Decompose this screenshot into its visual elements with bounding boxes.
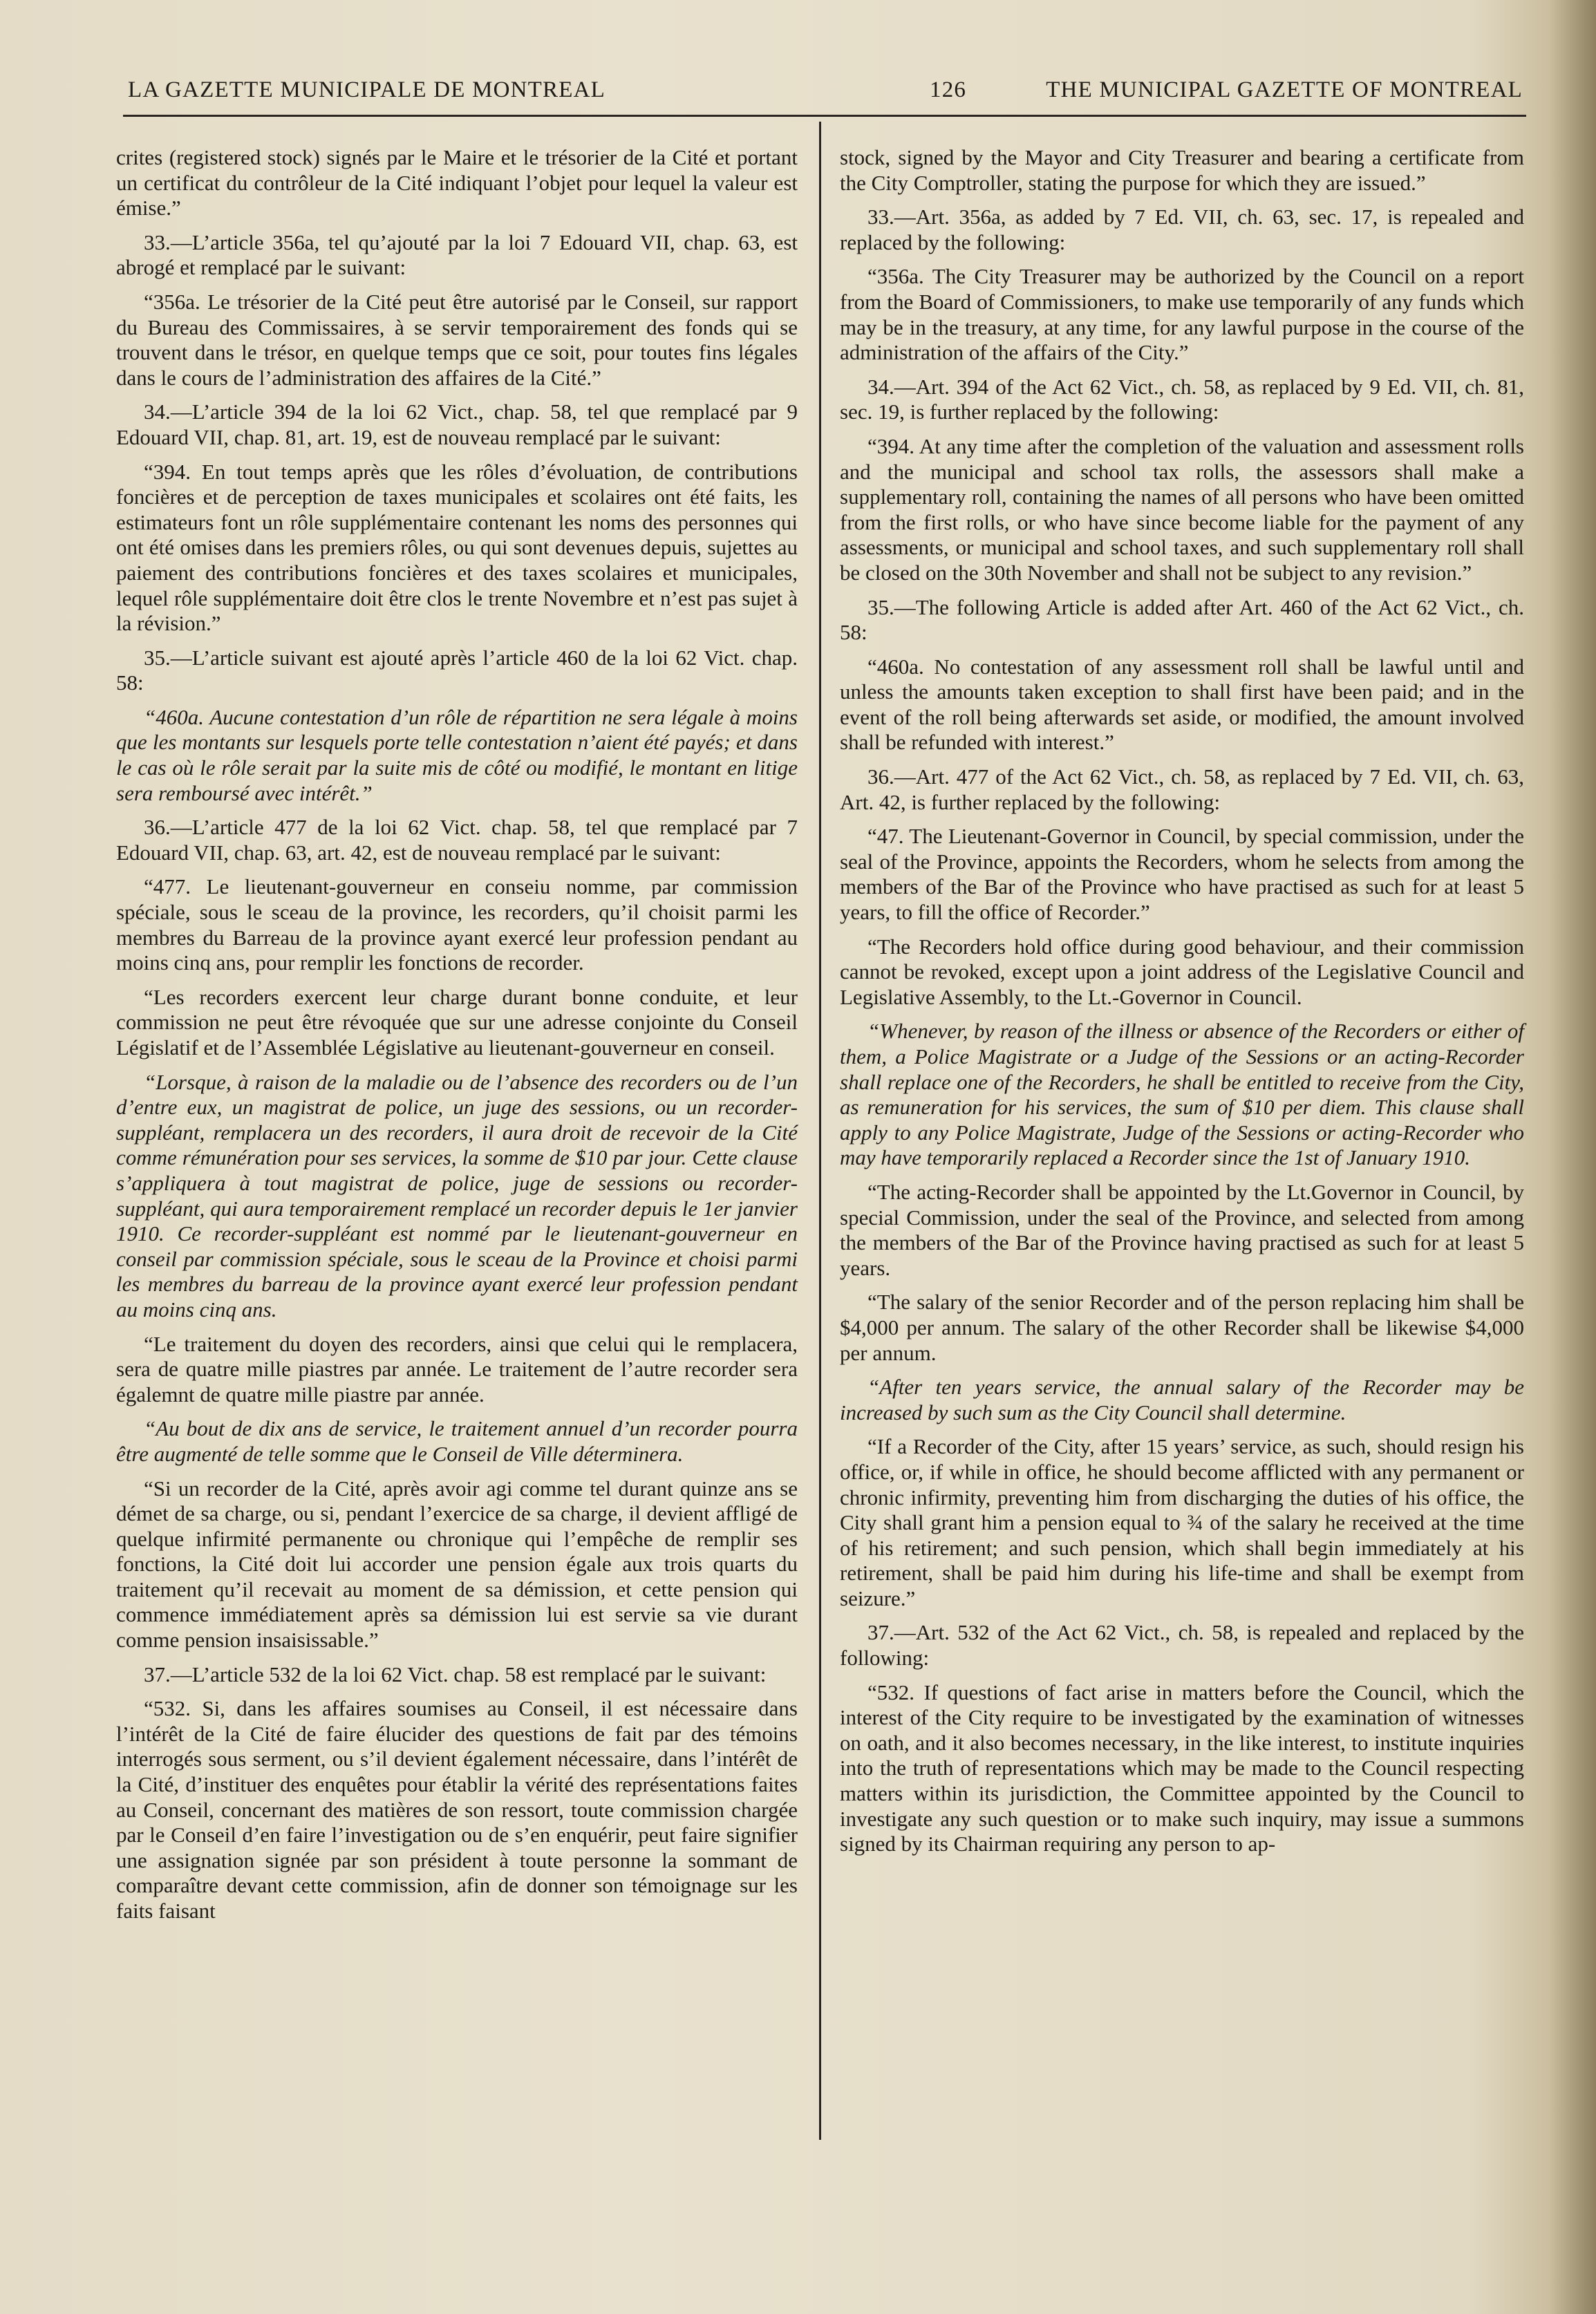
paragraph: “The salary of the senior Recorder and of the person replacing him shall be $4,000 per annum. The salary of the other Recorder shall be likewise $4,000 per annum.: [840, 1290, 1524, 1365]
paragraph: “The Recorders hold office during good behaviour, and their commission cannot be revoked, except upon a joint address of the Legislative Council and Legislative Assembly, to the Lt.-Governor in Council.: [840, 934, 1524, 1009]
paragraph: 37.—L’article 532 de la loi 62 Vict. chap. 58 est remplacé par le suivant:: [144, 1662, 767, 1686]
paragraph: “The acting-Recorder shall be appointed by the Lt.Governor in Council, by special Commission, under the seal of the Province, and selected from among the members of the Bar of the Province having practised as such for at least 5 years.: [840, 1179, 1524, 1280]
french-column: [116, 145, 798, 1933]
paragraph: “477. Le lieutenant-gouverneur en conseiu nomme, par commission spéciale, sous le sceau de la province, les recorders, qu’il choisit parmi les membres du Barreau de la province ayant exercé leur profession pendant au moins cinq ans, pour remplir les fonctions de recorder.: [116, 874, 798, 975]
paragraph: “Whenever, by reason of the illness or absence of the Recorders or either of them, a Police Magistrate or a Judge of the Sessions or an acting-Recorder shall replace one of the Recorders, he shall be entitled to receive from the City, as remuneration for his services, the sum of $10 per diem. This clause shall apply to any Police Magistrate, Judge of the Sessions or acting-Recorder who may have temporarily replaced a Recorder since the 1st of January 1910.: [840, 1019, 1524, 1170]
paragraph: “Lorsque, à raison de la maladie ou de l’absence des recorders ou de l’un d’entre eux, un magistrat de police, un juge des sessions, ou un recorder-suppléant, remplacera un des recorders, il aura droit de recevoir de la Cité comme rémunération pour ses services, la somme de $10 par jour. Cette clause s’appliquera à tout magistrat de police, juge de sessions ou recorder-suppléant, qui aura temporairement remplacé un recorder depuis le 1er janvier 1910. Ce recorder-suppléant est nommé par le lieutenant-gouverneur en conseil par commission spéciale, sous le sceau de la Province et choisi parmi les membres du barreau de la province ayant exercé leur profession pendant au moins cinq ans.: [116, 1069, 798, 1321]
paragraph: 35.—L’article suivant est ajouté après l’article 460 de la loi 62 Vict. chap. 58:: [116, 645, 798, 695]
paragraph: “460a. Aucune contestation d’un rôle de répartition ne sera légale à moins que les montants sur lesquels porte telle contestation n’aient été payés; et dans le cas où le rôle serait par la suite mis de côté ou modifié, le montant en litige sera remboursé avec intérêt.”: [116, 704, 798, 805]
paragraph: “Si un recorder de la Cité, après avoir agi comme tel durant quinze ans se démet de sa charge, ou si, pendant l’exercice de sa charge, il devient affligé de quelque infirmité permanente ou chronique qui l’empêche de remplir ses fonctions, la Cité doit lui accorder une pension égale aux trois quarts du traitement qu’il recevait au moment de sa démission, et cette pension qui commence immédiatement après sa démission lui est servie sa vie durant comme pension insaisissable.”: [116, 1476, 798, 1653]
paragraph: “Au bout de dix ans de service, le traitement annuel d’un recorder pourra être augmenté de telle somme que le Conseil de Ville déterminera.: [116, 1416, 798, 1466]
paragraph: “Le traitement du doyen des recorders, ainsi que celui qui le remplacera, sera de quatre mille piastres par année. Le traitement de l’autre recorder sera égalemnt de quatre mille piastre par année.: [116, 1331, 798, 1407]
paragraph: crites (registered stock) signés par le Maire et le trésorier de la Cité et portant un certificat du contrôleur de la Cité indiquant l’objet pour lequel la valeur est émise.”: [116, 145, 798, 220]
paragraph: “47. The Lieutenant-Governor in Council, by special commission, under the seal of the Province, appoints the Recorders, whom he selects from among the members of the Bar of the Province who have practised as such for at least 5 years, to fill the office of Recorder.”: [840, 824, 1524, 925]
french-masthead: LA GAZETTE MUNICIPALE DE MONTREAL: [128, 77, 605, 102]
paragraph: “356a. Le trésorier de la Cité peut être autorisé par le Conseil, sur rapport du Bureau des Commissaires, à se servir temporairement des fonds qui se trouvent dans le trésor, en quelque temps que ce soit, pour toutes fins légales dans le cours de l’administration des affaires de la Cité.”: [116, 289, 798, 390]
paragraph: “Les recorders exercent leur charge durant bonne conduite, et leur commission ne peut être révoquée que sur une adresse conjointe du Conseil Législatif et de l’Assemblée Législative au lieutenant-gouverneur en conseil.: [116, 984, 798, 1060]
header-rule: [123, 115, 1526, 117]
english-masthead: THE MUNICIPAL GAZETTE OF MONTREAL: [1046, 77, 1523, 102]
page-number: 126: [930, 77, 967, 102]
paragraph: 33.—L’article 356a, tel qu’ajouté par la loi 7 Edouard VII, chap. 63, est abrogé et remplacé par le suivant:: [116, 229, 798, 280]
page-header: [128, 77, 1523, 113]
paragraph: 34.—Art. 394 of the Act 62 Vict., ch. 58, as replaced by 9 Ed. VII, ch. 81, sec. 19, is further replaced by the following:: [840, 374, 1524, 424]
paragraph: 34.—L’article 394 de la loi 62 Vict., chap. 58, tel que remplacé par 9 Edouard VII, chap. 81, art. 19, est de nouveau remplacé par le suivant:: [116, 399, 798, 449]
paragraph: stock, signed by the Mayor and City Treasurer and bearing a certificate from the City Comptroller, stating the purpose for which they are issued.”: [840, 145, 1524, 195]
column-divider: [819, 122, 821, 2140]
paragraph: 37.—Art. 532 of the Act 62 Vict., ch. 58, is repealed and replaced by the following:: [840, 1620, 1524, 1671]
paragraph: “If a Recorder of the City, after 15 years’ service, as such, should resign his office, or, if while in office, he should become afflicted with any permanent or chronic infirmity, preventing him from discharging the duties of his office, the City shall grant him a pension equal to ¾ of the salary he received at the time of his retirement; and such pension, which shall begin immediately at his retirement, shall be paid him during his life-time and shall be exempt from seizure.”: [840, 1434, 1524, 1610]
paragraph: 36.—Art. 477 of the Act 62 Vict., ch. 58, as replaced by 7 Ed. VII, ch. 63, Art. 42, is further replaced by the following:: [840, 764, 1524, 814]
paragraph: “394. En tout temps après que les rôles d’évoluation, de contributions foncières et de perception de taxes municipales et scolaires ont été faits, les estimateurs font un rôle supplémentaire contenant les noms des personnes qui ont été omises dans les premiers rôles, ou qui sont devenues depuis, sujettes au paiement des contributions foncières et des taxes scolaires et municipales, lequel rôle supplémentaire doit être clos le trente Novembre et n’est pas sujet à la révision.”: [116, 459, 798, 636]
paragraph: 35.—The following Article is added after Art. 460 of the Act 62 Vict., ch. 58:: [840, 594, 1524, 645]
paragraph: “394. At any time after the completion of the valuation and assessment rolls and the municipal and school tax rolls, the assessors shall make a supplementary roll, containing the names of all persons who have been omitted from the first rolls, or who have since become liable for the payment of any assessments, or municipal and school taxes, and such supplementary roll shall be closed on the 30th November and shall not be subject to any revision.”: [840, 433, 1524, 585]
paragraph: “532. If questions of fact arise in matters before the Council, which the interest of the City require to be investigated by the examination of witnesses on oath, and it also becomes necessary, in the like interest, to institute inquiries into the truth of representations which may be made to the Council respecting matters within its jurisdiction, the Committee appointed by the Council to investigate any such question or to make such inquiry, may issue a summons signed by its Chairman requiring any person to ap-: [840, 1680, 1524, 1856]
paragraph: “356a. The City Treasurer may be authorized by the Council on a report from the Board of Commissioners, to make use temporarily of any funds which may be in the treasury, at any time, for any lawful purpose in the course of the administration of the affairs of the City.”: [840, 264, 1524, 365]
paragraph: “532. Si, dans les affaires soumises au Conseil, il est nécessaire dans l’intérêt de la Cité de faire élucider des questions de fait par des témoins interrogés sous serment, ou s’il devient également nécessaire, dans l’intérêt de la Cité, d’instituer des enquêtes pour établir la vérité des représentations faites au Conseil, concernant des matières de son ressort, toute commission chargée par le Conseil d’en faire l’investigation ou de s’en enquérir, peut faire signifier une assignation signée par son président à toute personne la sommant de comparaître devant cette commission, afin de donner son témoignage sur les faits faisant: [116, 1696, 798, 1923]
english-column: [840, 145, 1524, 1866]
paragraph: “After ten years service, the annual salary of the Recorder may be increased by such sum as the City Council shall determine.: [840, 1375, 1524, 1424]
paragraph: 33.—Art. 356a, as added by 7 Ed. VII, ch. 63, sec. 17, is repealed and replaced by the following:: [840, 205, 1524, 254]
paragraph: 36.—L’article 477 de la loi 62 Vict. chap. 58, tel que remplacé par 7 Edouard VII, chap. 63, art. 42, est de nouveau remplacé par le suivant:: [116, 815, 798, 865]
paragraph: “460a. No contestation of any assessment roll shall be lawful until and unless the amounts taken exception to shall first have been paid; and in the event of the roll being afterwards set aside, or modified, the amount involved shall be refunded with interest.”: [840, 654, 1524, 755]
